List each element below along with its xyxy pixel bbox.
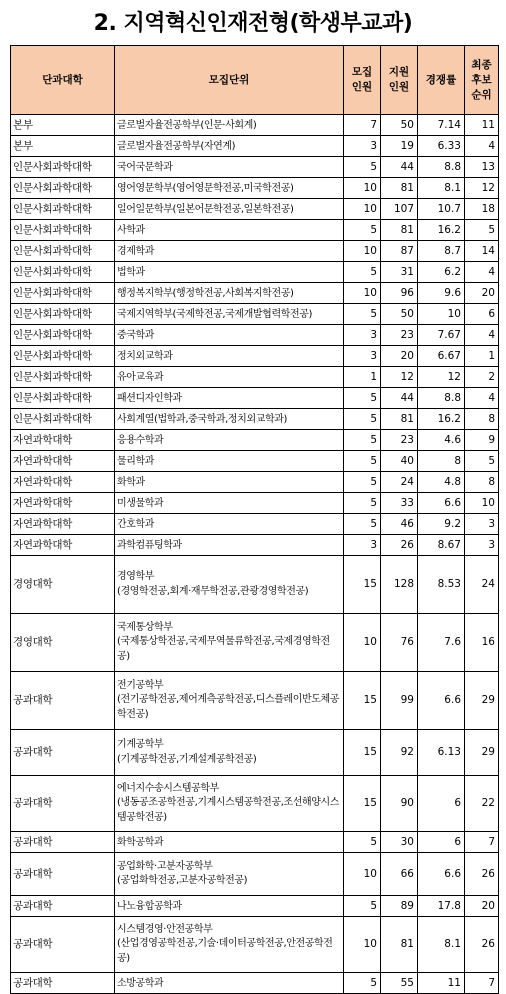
- cell-unit: [115, 853, 344, 896]
- cell-ratio: 7.67: [418, 325, 465, 346]
- cell-ratio: 8.8: [418, 157, 465, 178]
- cell-rank: 29: [465, 730, 499, 776]
- cell-unit: [115, 776, 344, 832]
- cell-applicants: 12: [381, 367, 418, 388]
- cell-unit: [115, 262, 344, 283]
- table-row: [11, 304, 499, 325]
- cell-college: 인문사회과학대학: [11, 178, 115, 199]
- cell-rank: 16: [465, 614, 499, 672]
- cell-quota: 15: [344, 730, 381, 776]
- unit-name: 경제학과: [117, 245, 155, 257]
- cell-rank: 5: [465, 451, 499, 472]
- header-rank: 최종 후보 순위: [465, 46, 499, 115]
- cell-ratio: 7.6: [418, 614, 465, 672]
- table-row: [11, 535, 499, 556]
- cell-applicants: 19: [381, 136, 418, 157]
- cell-ratio: 8.53: [418, 556, 465, 614]
- cell-rank: 29: [465, 672, 499, 730]
- cell-rank: 4: [465, 388, 499, 409]
- table-row: [11, 346, 499, 367]
- unit-name: 일어일문학부(일본어문학전공,일본학전공): [117, 203, 294, 215]
- cell-rank: 11: [465, 115, 499, 136]
- cell-college: 자연과학대학: [11, 493, 115, 514]
- cell-quota: 5: [344, 493, 381, 514]
- cell-rank: 3: [465, 535, 499, 556]
- cell-applicants: 24: [381, 472, 418, 493]
- cell-applicants: 66: [381, 853, 418, 896]
- cell-college: 자연과학대학: [11, 514, 115, 535]
- cell-ratio: 8.1: [418, 917, 465, 973]
- table-row: [11, 199, 499, 220]
- table-row: [11, 832, 499, 853]
- cell-applicants: 20: [381, 346, 418, 367]
- table-row: [11, 853, 499, 896]
- cell-ratio: 7.14: [418, 115, 465, 136]
- cell-rank: 24: [465, 556, 499, 614]
- cell-quota: 5: [344, 388, 381, 409]
- cell-college: 자연과학대학: [11, 430, 115, 451]
- cell-college: 경영대학: [11, 614, 115, 672]
- cell-applicants: 55: [381, 973, 418, 994]
- cell-unit: [115, 672, 344, 730]
- cell-applicants: 81: [381, 178, 418, 199]
- table-row: [11, 973, 499, 994]
- cell-ratio: 8.8: [418, 388, 465, 409]
- cell-ratio: 6.33: [418, 136, 465, 157]
- header-quota: 모집 인원: [344, 46, 381, 115]
- cell-unit: [115, 514, 344, 535]
- cell-quota: 3: [344, 136, 381, 157]
- cell-ratio: 9.6: [418, 283, 465, 304]
- cell-quota: 5: [344, 472, 381, 493]
- cell-college: 인문사회과학대학: [11, 367, 115, 388]
- admission-results-table: [10, 45, 499, 994]
- cell-ratio: 16.2: [418, 220, 465, 241]
- table-row: [11, 367, 499, 388]
- unit-name: 미생물학과: [117, 497, 164, 509]
- cell-quota: 5: [344, 430, 381, 451]
- cell-rank: 4: [465, 136, 499, 157]
- cell-college: 인문사회과학대학: [11, 220, 115, 241]
- cell-rank: 20: [465, 896, 499, 917]
- table-row: [11, 241, 499, 262]
- cell-unit: [115, 157, 344, 178]
- unit-detail: (공업화학전공,고분자공학전공): [117, 875, 248, 886]
- table-row: [11, 325, 499, 346]
- cell-unit: [115, 367, 344, 388]
- cell-applicants: 107: [381, 199, 418, 220]
- unit-detail: (경영학전공,회계·재무학전공,관광경영학전공): [117, 585, 309, 597]
- cell-college: 공과대학: [11, 917, 115, 973]
- cell-college: 공과대학: [11, 672, 115, 730]
- cell-unit: [115, 730, 344, 776]
- unit-name: 글로벌자율전공학부(자연계): [117, 140, 236, 152]
- cell-rank: 4: [465, 262, 499, 283]
- cell-applicants: 90: [381, 776, 418, 832]
- unit-name: 간호학과: [117, 518, 155, 530]
- cell-unit: [115, 199, 344, 220]
- unit-name: 공업화학·고분자공학부: [117, 860, 213, 872]
- cell-college: 본부: [11, 115, 115, 136]
- cell-college: 공과대학: [11, 896, 115, 917]
- unit-name: 정치외교학과: [117, 350, 173, 362]
- cell-ratio: 9.2: [418, 514, 465, 535]
- table-row: [11, 472, 499, 493]
- cell-quota: 3: [344, 535, 381, 556]
- cell-ratio: 6.6: [418, 672, 465, 730]
- unit-detail: (산업경영공학전공,기술·데이터공학전공,안전공학전공): [117, 938, 333, 964]
- cell-quota: 3: [344, 325, 381, 346]
- cell-unit: [115, 283, 344, 304]
- cell-applicants: 96: [381, 283, 418, 304]
- table-row: [11, 776, 499, 832]
- cell-rank: 7: [465, 832, 499, 853]
- cell-unit: [115, 409, 344, 430]
- unit-name: 시스템경영·안전공학부: [117, 923, 213, 935]
- cell-applicants: 50: [381, 304, 418, 325]
- unit-name: 패션디자인학과: [117, 392, 182, 404]
- unit-name: 국어국문학과: [117, 161, 173, 173]
- cell-unit: [115, 493, 344, 514]
- header-unit: 모집단위: [115, 46, 344, 115]
- cell-unit: [115, 451, 344, 472]
- cell-unit: [115, 832, 344, 853]
- cell-ratio: 12: [418, 367, 465, 388]
- cell-rank: 26: [465, 917, 499, 973]
- cell-unit: [115, 178, 344, 199]
- cell-applicants: 46: [381, 514, 418, 535]
- cell-college: 인문사회과학대학: [11, 388, 115, 409]
- unit-name: 에너지수송시스템공학부: [117, 782, 219, 794]
- cell-college: 공과대학: [11, 832, 115, 853]
- cell-quota: 10: [344, 178, 381, 199]
- cell-applicants: 128: [381, 556, 418, 614]
- cell-applicants: 81: [381, 409, 418, 430]
- unit-name: 물리학과: [117, 455, 155, 467]
- cell-college: 본부: [11, 136, 115, 157]
- cell-unit: [115, 325, 344, 346]
- cell-applicants: 81: [381, 220, 418, 241]
- cell-ratio: 16.2: [418, 409, 465, 430]
- cell-college: 인문사회과학대학: [11, 304, 115, 325]
- unit-name: 행정복지학부(행정학전공,사회복지학전공): [117, 287, 294, 299]
- cell-ratio: 10.7: [418, 199, 465, 220]
- cell-rank: 4: [465, 325, 499, 346]
- cell-quota: 10: [344, 199, 381, 220]
- table-row: [11, 514, 499, 535]
- cell-rank: 26: [465, 853, 499, 896]
- cell-rank: 2: [465, 367, 499, 388]
- cell-ratio: 6.67: [418, 346, 465, 367]
- cell-quota: 5: [344, 262, 381, 283]
- unit-name: 화학공학과: [117, 836, 164, 848]
- cell-quota: 3: [344, 346, 381, 367]
- cell-rank: 1: [465, 346, 499, 367]
- page-title: 2. 지역혁신인재전형(학생부교과): [93, 11, 413, 36]
- cell-quota: 7: [344, 115, 381, 136]
- cell-ratio: 6.6: [418, 493, 465, 514]
- cell-ratio: 6: [418, 832, 465, 853]
- cell-quota: 5: [344, 973, 381, 994]
- table-row: [11, 730, 499, 776]
- cell-rank: 6: [465, 304, 499, 325]
- cell-ratio: 6: [418, 776, 465, 832]
- cell-rank: 3: [465, 514, 499, 535]
- cell-quota: 5: [344, 220, 381, 241]
- cell-unit: [115, 917, 344, 973]
- table-row: [11, 178, 499, 199]
- cell-ratio: 8: [418, 451, 465, 472]
- cell-rank: 13: [465, 157, 499, 178]
- cell-college: 공과대학: [11, 853, 115, 896]
- cell-college: 인문사회과학대학: [11, 283, 115, 304]
- cell-quota: 15: [344, 672, 381, 730]
- unit-name: 사학과: [117, 224, 145, 236]
- cell-rank: 10: [465, 493, 499, 514]
- cell-ratio: 8.7: [418, 241, 465, 262]
- table-row: [11, 409, 499, 430]
- cell-unit: [115, 430, 344, 451]
- cell-ratio: 6.2: [418, 262, 465, 283]
- cell-rank: 7: [465, 973, 499, 994]
- cell-applicants: 30: [381, 832, 418, 853]
- cell-unit: [115, 535, 344, 556]
- table-row: [11, 451, 499, 472]
- header-college: 단과대학: [11, 46, 115, 115]
- table-body: [11, 115, 499, 994]
- cell-quota: 15: [344, 776, 381, 832]
- cell-unit: [115, 388, 344, 409]
- cell-unit: [115, 136, 344, 157]
- unit-name: 소방공학과: [117, 977, 164, 989]
- table-row: [11, 556, 499, 614]
- cell-college: 자연과학대학: [11, 451, 115, 472]
- cell-quota: 5: [344, 514, 381, 535]
- cell-unit: [115, 220, 344, 241]
- unit-name: 응용수학과: [117, 434, 164, 446]
- cell-applicants: 76: [381, 614, 418, 672]
- cell-college: 인문사회과학대학: [11, 325, 115, 346]
- cell-unit: [115, 304, 344, 325]
- cell-ratio: 10: [418, 304, 465, 325]
- cell-rank: 14: [465, 241, 499, 262]
- cell-applicants: 23: [381, 325, 418, 346]
- table-row: [11, 283, 499, 304]
- unit-name: 전기공학부: [117, 679, 164, 691]
- cell-ratio: 8.67: [418, 535, 465, 556]
- unit-name: 과학컴퓨팅학과: [117, 539, 182, 551]
- cell-rank: 8: [465, 409, 499, 430]
- cell-applicants: 92: [381, 730, 418, 776]
- unit-name: 국제통상학부: [117, 621, 173, 633]
- table-row: [11, 388, 499, 409]
- cell-college: 공과대학: [11, 776, 115, 832]
- cell-rank: 8: [465, 472, 499, 493]
- cell-quota: 5: [344, 832, 381, 853]
- table-header-row: [11, 46, 499, 115]
- cell-applicants: 31: [381, 262, 418, 283]
- unit-detail: (기계공학전공,기계설계공학전공): [117, 753, 257, 765]
- cell-ratio: 8.1: [418, 178, 465, 199]
- cell-applicants: 23: [381, 430, 418, 451]
- cell-quota: 5: [344, 409, 381, 430]
- unit-detail: (냉동공조공학전공,기계시스템공학전공,조선해양시스템공학전공): [117, 797, 340, 823]
- cell-college: 인문사회과학대학: [11, 157, 115, 178]
- cell-unit: [115, 973, 344, 994]
- cell-applicants: 87: [381, 241, 418, 262]
- cell-applicants: 33: [381, 493, 418, 514]
- cell-quota: 5: [344, 304, 381, 325]
- table-row: [11, 220, 499, 241]
- table-row: [11, 136, 499, 157]
- cell-quota: 1: [344, 367, 381, 388]
- unit-name: 글로벌자율전공학부(인문·사회계): [117, 119, 257, 131]
- cell-ratio: 6.6: [418, 853, 465, 896]
- cell-rank: 12: [465, 178, 499, 199]
- cell-unit: [115, 896, 344, 917]
- cell-rank: 9: [465, 430, 499, 451]
- unit-name: 유아교육과: [117, 371, 164, 383]
- header-applicants: 지원 인원: [381, 46, 418, 115]
- cell-college: 인문사회과학대학: [11, 346, 115, 367]
- cell-unit: [115, 472, 344, 493]
- table-row: [11, 430, 499, 451]
- cell-quota: 5: [344, 896, 381, 917]
- cell-rank: 20: [465, 283, 499, 304]
- cell-applicants: 99: [381, 672, 418, 730]
- cell-rank: 18: [465, 199, 499, 220]
- cell-ratio: 6.13: [418, 730, 465, 776]
- cell-college: 인문사회과학대학: [11, 241, 115, 262]
- cell-quota: 5: [344, 451, 381, 472]
- cell-unit: [115, 556, 344, 614]
- cell-quota: 10: [344, 283, 381, 304]
- cell-ratio: 4.6: [418, 430, 465, 451]
- unit-name: 영어영문학부(영어영문학전공,미국학전공): [117, 182, 294, 194]
- cell-quota: 10: [344, 917, 381, 973]
- cell-rank: 22: [465, 776, 499, 832]
- cell-college: 공과대학: [11, 973, 115, 994]
- cell-ratio: 4.8: [418, 472, 465, 493]
- table-row: [11, 493, 499, 514]
- table-row: [11, 917, 499, 973]
- cell-applicants: 50: [381, 115, 418, 136]
- unit-name: 경영학부: [117, 571, 155, 582]
- cell-college: 자연과학대학: [11, 472, 115, 493]
- cell-college: 인문사회과학대학: [11, 409, 115, 430]
- cell-ratio: 11: [418, 973, 465, 994]
- cell-college: 경영대학: [11, 556, 115, 614]
- unit-name: 기계공학부: [117, 739, 164, 750]
- cell-applicants: 44: [381, 157, 418, 178]
- header-ratio: 경쟁률: [418, 46, 465, 115]
- table-row: [11, 614, 499, 672]
- cell-college: 인문사회과학대학: [11, 262, 115, 283]
- cell-unit: [115, 346, 344, 367]
- cell-quota: 10: [344, 853, 381, 896]
- cell-unit: [115, 115, 344, 136]
- cell-rank: 5: [465, 220, 499, 241]
- cell-quota: 10: [344, 614, 381, 672]
- cell-applicants: 40: [381, 451, 418, 472]
- cell-quota: 15: [344, 556, 381, 614]
- table-row: [11, 115, 499, 136]
- unit-name: 국제지역학부(국제학전공,국제개발협력학전공): [117, 308, 312, 320]
- unit-name: 법학과: [117, 266, 145, 278]
- table-row: [11, 157, 499, 178]
- unit-name: 중국학과: [117, 329, 155, 341]
- cell-unit: [115, 241, 344, 262]
- cell-applicants: 81: [381, 917, 418, 973]
- cell-quota: 5: [344, 157, 381, 178]
- table-row: [11, 896, 499, 917]
- cell-ratio: 17.8: [418, 896, 465, 917]
- table-row: [11, 672, 499, 730]
- cell-applicants: 89: [381, 896, 418, 917]
- cell-applicants: 44: [381, 388, 418, 409]
- cell-quota: 10: [344, 241, 381, 262]
- unit-name: 화학과: [117, 476, 145, 488]
- cell-applicants: 26: [381, 535, 418, 556]
- cell-unit: [115, 614, 344, 672]
- cell-college: 인문사회과학대학: [11, 199, 115, 220]
- unit-name: 나노융합공학과: [117, 900, 182, 912]
- cell-college: 공과대학: [11, 730, 115, 776]
- unit-detail: (전기공학전공,제어계측공학전공,디스플레이반도체공학전공): [117, 694, 340, 720]
- table-row: [11, 262, 499, 283]
- unit-name: 사회계열(법학과,중국학과,정치외교학과): [117, 413, 287, 425]
- unit-detail: (국제통상학전공,국제무역물류학전공,국제경영학전공): [117, 636, 330, 662]
- cell-college: 자연과학대학: [11, 535, 115, 556]
